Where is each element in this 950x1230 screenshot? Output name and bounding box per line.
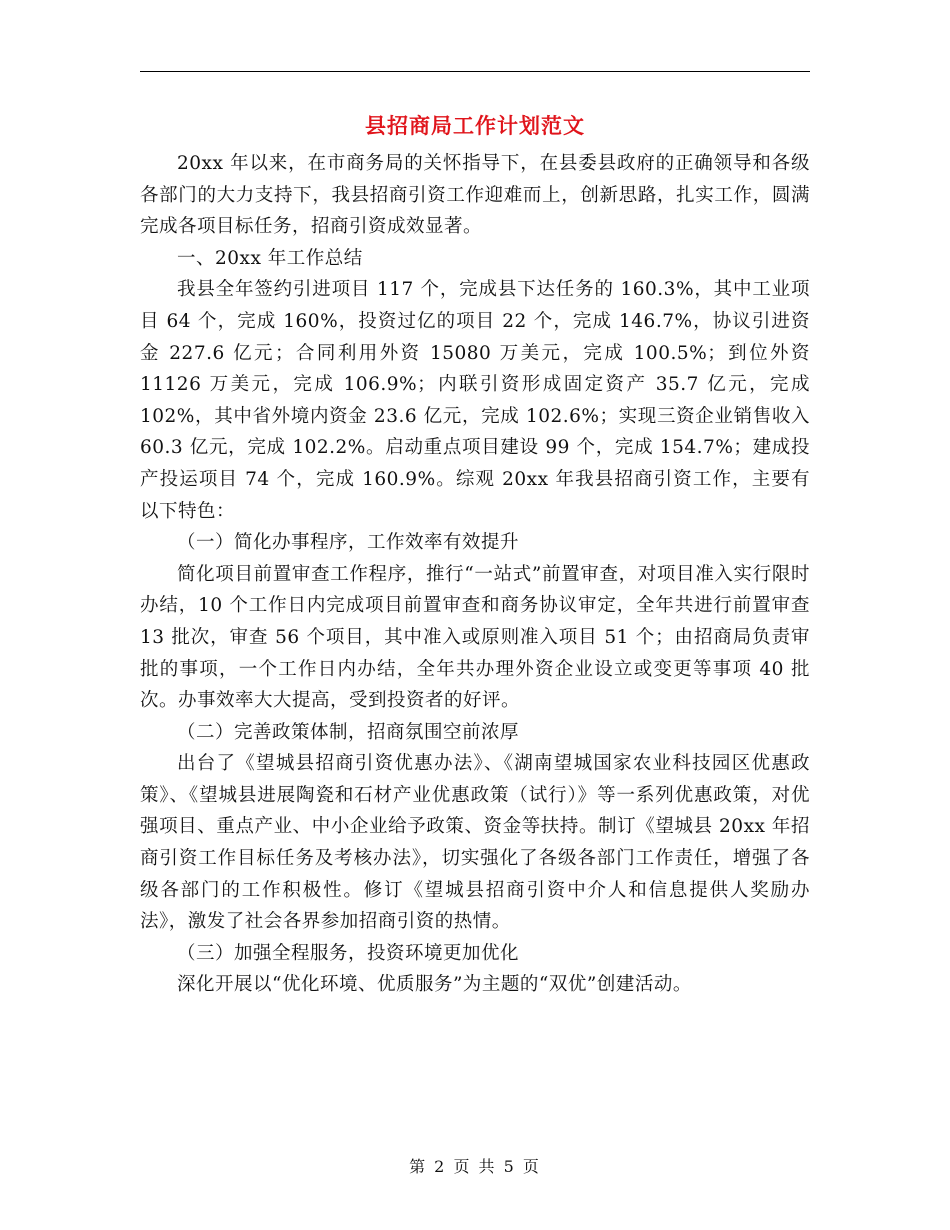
document-title: 县招商局工作计划范文	[365, 113, 585, 138]
policy-paragraph: 出台了《望城县招商引资优惠办法》、《湖南望城国家农业科技园区优惠政策》、《望城县进展陶瓷和石材产业优惠政策（试行）》等一系列优惠政策，对优强项目、重点产业、中小企业给予政策、资金等扶持。制订《望城县 20xx 年招商引资工作目标任务及考核办法》，切实强化了各级各部门工作责任，增强了各级各部门的工作积极性。修订《望城县招商引资中介人和信息提供人奖励办法》，激发了社会各界参加招商引资的热情。	[140, 753, 810, 933]
service-paragraph: 深化开展以“优化环境、优质服务”为主题的“双优”创建活动。	[177, 974, 692, 996]
summary-paragraph: 我县全年签约引进项目 117 个，完成县下达任务的 160.3%，其中工业项目 64 个，完成 160%，投资过亿的项目 22 个，完成 146.7%，协议引进资金 227.6 亿元；合同利用外资 15080 万美元，完成 100.5%；到位外资 11126 万美元，完成 106.9%；内联引资形成固定资产 35.7 亿元，完成 102%，其中省外境内资金 23.6 亿元，完成 102.6%；实现三资企业销售收入 60.3 亿元，完成 102.2%。启动重点项目建设 99 个，完成 154.7%；建成投产投运项目 74 个，完成 160.9%。综观 20xx 年我县招商引资工作，主要有以下特色：	[140, 279, 810, 522]
subheading-2: （二）完善政策体制，招商氛围空前浓厚	[177, 721, 520, 743]
header-rule	[140, 71, 810, 72]
procedure-paragraph: 简化项目前置审查工作程序，推行“一站式”前置审查，对项目准入实行限时办结，10 个工作日内完成项目前置审查和商务协议审定，全年共进行前置审查 13 批次，审查 56 个项目，其中准入或原则准入项目 51 个；由招商局负责审批的事项，一个工作日内办结，全年共办理外资企业设立或变更等事项 40 批次。办事效率大大提高，受到投资者的好评。	[140, 563, 810, 712]
section-heading-summary: 一、20xx 年工作总结	[177, 247, 363, 269]
page-number-footer: 第 2 页 共 5 页	[409, 1157, 541, 1176]
document-body	[140, 148, 810, 1001]
intro-paragraph: 20xx 年以来，在市商务局的关怀指导下，在县委县政府的正确领导和各级各部门的大力支持下，我县招商引资工作迎难而上，创新思路，扎实工作，圆满完成各项目标任务，招商引资成效显著。	[140, 153, 810, 238]
subheading-1: （一）简化办事程序，工作效率有效提升	[177, 532, 520, 554]
subheading-3: （三）加强全程服务，投资环境更加优化	[177, 942, 520, 964]
